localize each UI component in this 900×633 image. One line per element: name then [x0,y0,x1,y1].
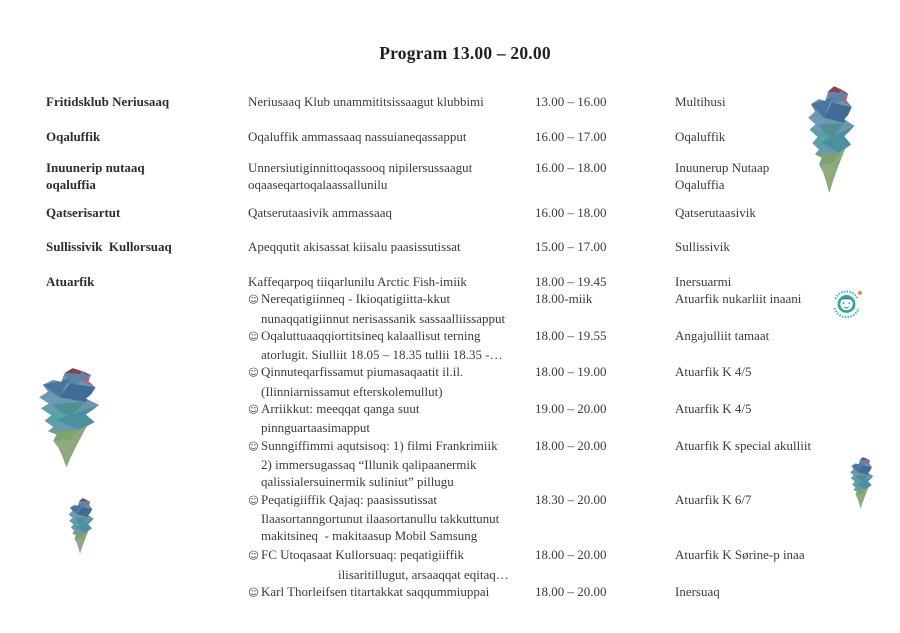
event-location: Qatserutaasivik [675,205,756,220]
event-time: 19.00 – 20.00 [535,401,607,417]
event-location: Atuarfik nukarliit inaani [675,291,802,307]
org-name: Qatserisartut [46,205,121,220]
event-time: 18.00 – 20.00 [535,584,607,600]
event-time: 13.00 – 16.00 [535,94,607,109]
event-location: Inersuarmi [675,274,732,289]
event-description: Unnersiutiginnittoqassooq nipilersussaagut oqaaseqartoqalaassallunilu [248,160,473,193]
event-entry: ☺ Karl Thorleifsen titartakkat saqqummiuppai 18.00 – 20.00 Inersuaq [248,583,900,602]
event-description: Qatserutaasivik ammassaaq [248,205,393,220]
smiley-icon: ☺ [248,404,259,417]
smiley-icon: ☺ [248,330,259,343]
event-time: 18.00 – 19.55 [535,327,607,343]
atuarfik-entries [248,273,900,602]
event-location: Sullissivik [675,239,730,254]
event-location: Atuarfik K Sørine-p inaa [675,547,805,563]
event-time: 16.00 – 18.00 [535,160,607,175]
event-time: 18.00 – 19.00 [535,364,607,380]
event-entry: ☺ Peqatigiiffik Qajaq: paasissutissat Ilaasortanngortunut ilaasortanullu takkuttunut makitsineq - makitaasup Mobil Samsung 18.30 – 20.00 Atuarfik K 6/7 [248,491,752,544]
org-name: Fritidsklub Neriusaaq [46,94,170,109]
event-entry: ☺ Nereqatigiinneq - Ikioqatigiitta-kkut nunaqqatigiinnut nerisassanik sassaalliissapput 18.00-miik Atuarfik nukarliit inaani [248,291,802,326]
event-location: Atuarfik K special akulliit [675,437,812,453]
event-description: Neriusaaq Klub unammititsissaagut klubbimi [248,94,484,109]
event-time: 15.00 – 17.00 [535,239,607,254]
smiley-icon: ☺ [248,294,259,307]
page-title: Program 13.00 – 20.00 [379,43,551,63]
event-entry: ☺ Oqaluttuaaqqiortitsineq kalaallisut terning atorlugit. Siulliit 18.05 – 18.35 tullii 18.35 -… 18.00 – 19.55 Angajulliit tamaat [248,327,770,363]
smiley-icon: ☺ [248,587,259,600]
org-name: Sullissivik Kullorsuaq [46,239,172,254]
event-location: Atuarfik K 6/7 [675,491,752,507]
event-location: Atuarfik K 4/5 [675,364,752,380]
event-time: 16.00 – 17.00 [535,129,607,144]
org-name: Atuarfik [46,274,95,289]
event-time: 18.00-miik [535,291,593,307]
greenland-map-left-large [26,366,114,470]
smiley-icon: ☺ [248,550,259,563]
event-location: Angajulliit tamaat [675,327,770,343]
greenland-map-top-right [798,84,866,196]
event-location: Oqaluffik [675,129,726,144]
event-time: 16.00 – 18.00 [535,205,607,220]
event-entry: ☺ FC Utoqasaat Kullorsuaq: peqatigiiffik ilisaritillugut, arsaaqqat eqitaq… 18.00 – 20.00 Atuarfik K Sørine-p inaa [248,547,805,582]
greenland-map-right-small [845,456,879,510]
smiley-icon: ☺ [248,367,259,380]
event-location: Inuunerup Nutaap Oqaluffia [675,160,770,193]
event-time: 18.00 – 20.00 [535,547,607,563]
event-entry: ☺ Qinnuteqarfissamut piumasaqaatit il.il. (Ilinniarnissamut efterskolemullut) 18.00 – 19.00 Atuarfik K 4/5 [248,364,752,399]
event-entry: ☺ Sunngiffimmi aqutsisoq: 1) filmi Frankrimiik 2) immersugassaq “Illunik qalipaanermik qalissialersuinermik suliniut” pillugu 18.00 – 20.00 Atuarfik K special akulliit [248,437,812,490]
org-name: Oqaluffik [46,129,101,144]
org-name: Inuunerip nutaaq oqaluffia [46,160,145,193]
event-location: Multihusi [675,94,726,109]
event-location: Inersuaq [675,584,720,600]
event-description: Oqaluffik ammassaaq nassuianeqassapput [248,129,467,144]
event-time: 18.30 – 20.00 [535,491,607,507]
event-description: Apeqqutit akisassat kiisalu paasissutissat [248,239,461,254]
event-location: Atuarfik K 4/5 [675,401,752,417]
event-entry: ☺ Arriikkut: meeqqat qanga suut pinnguartaasimapput 19.00 – 20.00 Atuarfik K 4/5 [248,401,752,436]
greenland-map-left-small [63,497,100,555]
organization-face-logo [828,285,865,322]
event-time: 18.00 – 20.00 [535,437,607,453]
event-time: 18.00 – 19.45 [535,274,607,289]
event-entry: Kaffeqarpoq tiiqarlunilu Arctic Fish-imiik 18.00 – 19.45 Inersuarmi [248,274,732,289]
smiley-icon: ☺ [248,440,259,453]
smiley-icon: ☺ [248,494,259,507]
